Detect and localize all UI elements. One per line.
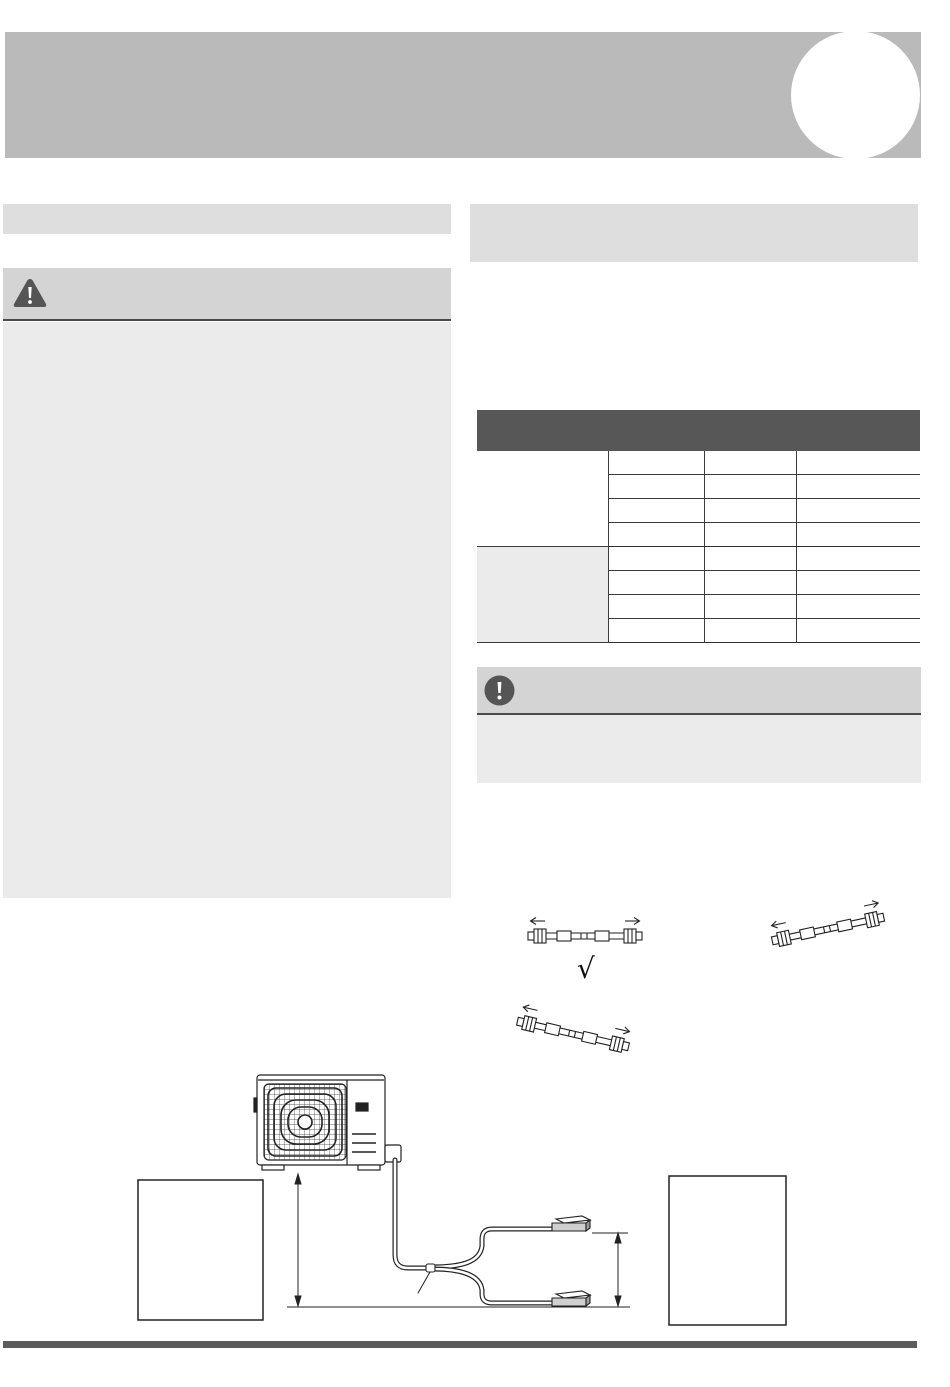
table-cell [704, 571, 796, 595]
table-cell [608, 595, 704, 619]
exclamation-circle-icon [484, 675, 515, 706]
table-cell [608, 499, 704, 523]
table-cell [796, 475, 920, 499]
diagram-box-left [138, 1180, 263, 1320]
refrigerant-piping [395, 1160, 553, 1303]
header-circle-badge [791, 31, 920, 159]
pipe-fitting-straight [528, 918, 642, 944]
pipe-fitting-tilted-up [768, 899, 885, 948]
warning-box-header [3, 268, 451, 321]
outdoor-unit [254, 1075, 401, 1170]
table-cell [704, 595, 796, 619]
table-cell [608, 451, 704, 475]
table-cell [796, 499, 920, 523]
table-cell [704, 523, 796, 547]
table-cell [704, 475, 796, 499]
table-cell [796, 523, 920, 547]
diagram-box-right [669, 1176, 786, 1325]
table-cell [608, 523, 704, 547]
pipe-fitting-tilted-down [516, 1003, 633, 1053]
branch-joint [426, 1264, 435, 1272]
arrow-up-icon [295, 1174, 301, 1184]
table-cell [704, 619, 796, 643]
arrow-down-icon [615, 1296, 621, 1306]
table-group-cell [477, 451, 608, 547]
unit-label-plate [356, 1103, 368, 1111]
table-cell [796, 547, 920, 571]
table-cell [796, 451, 920, 475]
table-row [477, 451, 920, 475]
table-cell [796, 595, 920, 619]
footer-bar [3, 1341, 917, 1348]
arrow-up-icon [615, 1233, 621, 1243]
table-row [477, 547, 920, 571]
indoor-unit-lower [552, 1291, 590, 1306]
arrow-down-icon [295, 1296, 301, 1306]
table-cell [608, 475, 704, 499]
section-heading-bar-left [3, 204, 451, 234]
check-mark: √ [577, 952, 595, 985]
indoor-unit-upper [552, 1216, 590, 1231]
fan-hub [298, 1115, 312, 1129]
unit-foot [358, 1165, 380, 1170]
table-header [477, 410, 920, 451]
note-box-body [477, 715, 921, 783]
page-header-banner [5, 32, 921, 158]
table-cell [704, 499, 796, 523]
fan-grill [264, 1084, 346, 1160]
note-box-header [477, 667, 921, 715]
table-cell [704, 547, 796, 571]
table-cell [704, 451, 796, 475]
table-body [477, 451, 920, 643]
warning-triangle-icon [12, 277, 48, 309]
branch-joint-leader [418, 1272, 430, 1293]
outdoor-unit-body [257, 1075, 385, 1165]
dimension-lines [287, 1174, 630, 1307]
warning-box-body [3, 322, 451, 898]
table-cell [608, 571, 704, 595]
table-cell [608, 547, 704, 571]
section-heading-bar-right [470, 204, 918, 262]
table-cell [796, 619, 920, 643]
table-cell [796, 571, 920, 595]
table-cell [608, 619, 704, 643]
spec-table [477, 410, 920, 643]
service-valve-cover [385, 1145, 401, 1162]
table-group-cell [477, 547, 608, 643]
unit-foot [262, 1165, 284, 1170]
